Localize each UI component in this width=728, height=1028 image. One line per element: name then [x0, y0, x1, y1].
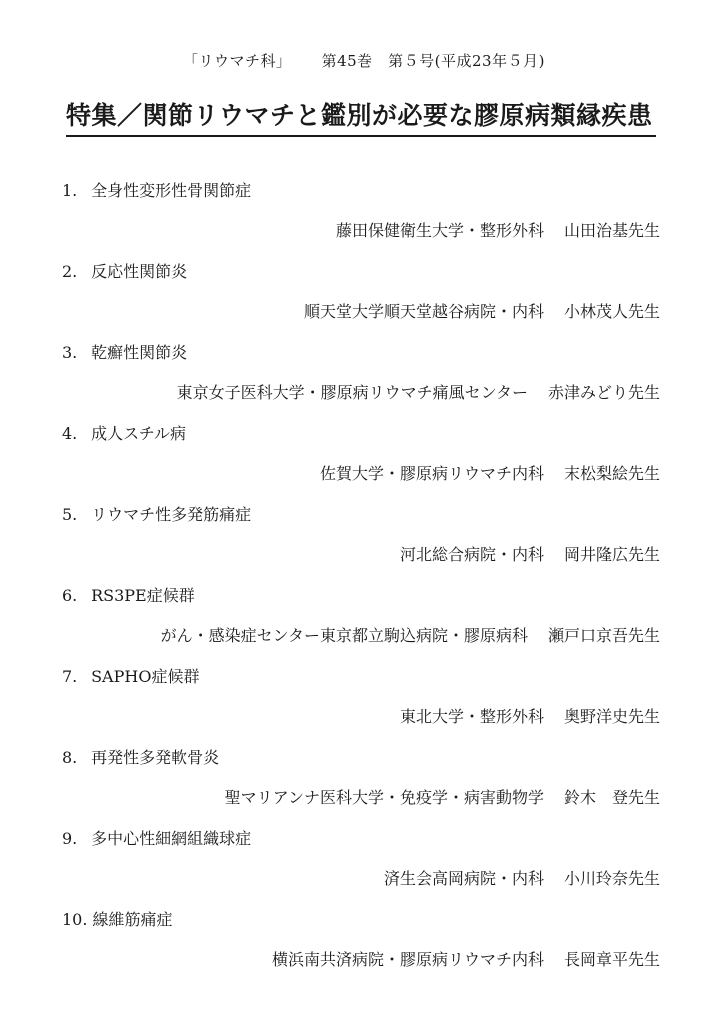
author-affiliation: 藤田保健衛生大学・整形外科 [335, 221, 544, 240]
topic-author [225, 785, 660, 808]
topic-title [62, 826, 251, 849]
author-name: 岡井隆広先生 [563, 545, 660, 564]
topic-item [0, 826, 728, 907]
topic-title [62, 583, 195, 606]
topic-title [62, 340, 187, 363]
topic-list [0, 178, 728, 988]
topic-number: 8. [62, 748, 78, 767]
topic-number: 6. [62, 586, 78, 605]
topic-author [336, 218, 660, 241]
author-affiliation: 済生会高岡病院・内科 [383, 869, 544, 888]
issue-info: 第45巻 第５号(平成23年５月) [321, 52, 545, 70]
journal-header [0, 50, 728, 71]
topic-name: リウマチ性多発筋痛症 [91, 505, 252, 524]
author-name: 鈴木 登先生 [563, 788, 660, 807]
author-affiliation: 河北総合病院・内科 [399, 545, 544, 564]
author-name: 長岡章平先生 [563, 950, 660, 969]
topic-name: RS3PE症候群 [91, 586, 195, 605]
author-name: 小川玲奈先生 [563, 869, 660, 888]
topic-number: 9. [62, 829, 78, 848]
author-affiliation: 順天堂大学順天堂越谷病院・内科 [303, 302, 544, 321]
author-affiliation: 東北大学・整形外科 [399, 707, 544, 726]
topic-author [400, 704, 660, 727]
author-affiliation: がん・感染症センター東京都立駒込病院・膠原病科 [160, 626, 528, 645]
author-name: 山田治基先生 [563, 221, 660, 240]
topic-author [177, 380, 660, 403]
topic-item [0, 664, 728, 745]
topic-number: 5. [62, 505, 78, 524]
topic-number: 2. [62, 262, 78, 281]
topic-title [62, 178, 251, 201]
topic-name: 乾癬性関節炎 [91, 343, 188, 362]
topic-item [0, 907, 728, 988]
topic-name: 多中心性細網組織球症 [91, 829, 252, 848]
author-name: 奥野洋史先生 [563, 707, 660, 726]
topic-author [272, 947, 660, 970]
topic-author [384, 866, 660, 889]
topic-item [0, 178, 728, 259]
topic-name: 成人スチル病 [91, 424, 186, 443]
topic-name: 全身性変形性骨関節症 [91, 181, 252, 200]
topic-item [0, 340, 728, 421]
topic-name: 反応性関節炎 [91, 262, 188, 281]
journal-name: 「リウマチ科」 [183, 52, 292, 70]
author-affiliation: 横浜南共済病院・膠原病リウマチ内科 [271, 950, 544, 969]
topic-title [62, 907, 173, 930]
topic-name: SAPHO症候群 [91, 667, 200, 686]
special-feature-title: 特集／関節リウマチと鑑別が必要な膠原病類縁疾患 [66, 96, 656, 137]
topic-title [62, 502, 251, 525]
topic-author [400, 542, 660, 565]
topic-item [0, 502, 728, 583]
topic-item [0, 583, 728, 664]
topic-title [62, 664, 199, 687]
author-affiliation: 聖マリアンナ医科大学・免疫学・病害動物学 [224, 788, 544, 807]
author-name: 瀬戸口京吾先生 [547, 626, 660, 645]
topic-name: 再発性多発軟骨炎 [91, 748, 220, 767]
topic-number: 3. [62, 343, 78, 362]
topic-item [0, 259, 728, 340]
topic-author [320, 461, 660, 484]
topic-title [62, 745, 219, 768]
topic-number: 1. [62, 181, 78, 200]
topic-author [304, 299, 660, 322]
topic-number: 7. [62, 667, 78, 686]
topic-title [62, 421, 186, 444]
author-name: 小林茂人先生 [563, 302, 660, 321]
author-name: 末松梨絵先生 [563, 464, 660, 483]
topic-name: 線維筋痛症 [92, 910, 173, 929]
topic-item [0, 421, 728, 502]
topic-number: 10. [62, 910, 88, 929]
topic-author [161, 623, 660, 646]
author-affiliation: 東京女子医科大学・膠原病リウマチ痛風センター [176, 383, 528, 402]
author-name: 赤津みどり先生 [547, 383, 660, 402]
author-affiliation: 佐賀大学・膠原病リウマチ内科 [319, 464, 544, 483]
topic-number: 4. [62, 424, 78, 443]
topic-item [0, 745, 728, 826]
topic-title [62, 259, 187, 282]
